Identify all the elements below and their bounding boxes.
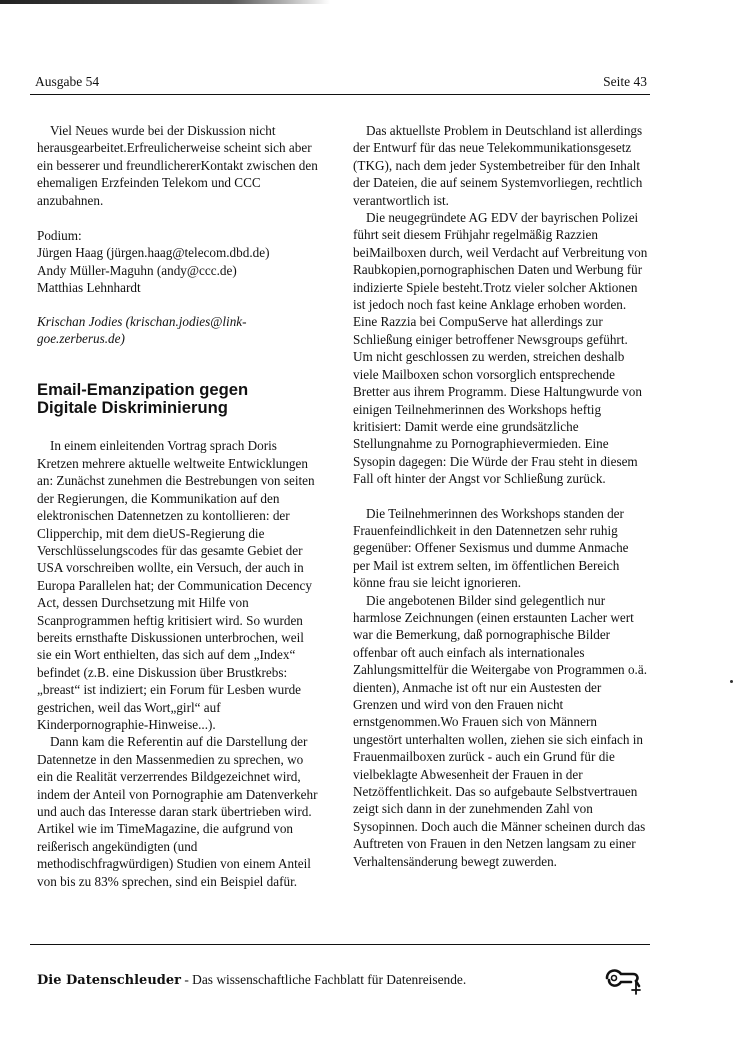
paragraph-gap (353, 488, 648, 505)
intro-paragraph: Viel Neues wurde bei der Diskussion nicht herausgearbeitet.Erfreulicherweise scheint sich aber ein besserer und freundlichererKontakt zwischen den ehemaligen Erzfeinden Telekom und CCC anzubahnen. (37, 123, 318, 208)
body-paragraph: Die neugegründete AG EDV der bayrischen Polizei führt seit diesem Frühjahr regelmäßig Razzien beiMailboxen durch, weil Verdacht auf Verbreitung von Raubkopien,pornographischen Daten und Werbung für indizierte Spiele besteht.Trotz vieler solcher Aktionen ist jedoch noch fast keine Anklage erhoben worden. Eine Razzia bei CompuServe hat allerdings zur Schließung einiger betroffener Newsgroups geführt. Um nicht geschlossen zu werden, streichen deshalb viele Mailboxen schon vorsorglich entsprechende Bretter aus ihrem Programm. Diese Haltungwurde von einigen Teilnehmerinnen des Workshops heftig kritisiert: Damit werde eine grundsätzliche Stellungnahme zu Pornographievermieden. Eine Sysopin dagegen: Die Würde der Frau steht in diesem Fall oft hinter der Angst vor Schließung zurück. (353, 210, 648, 487)
header-rule (30, 94, 650, 95)
page-footer (37, 972, 597, 988)
footer-rule (30, 944, 650, 945)
right-column (353, 122, 648, 870)
page-number: Seite 43 (603, 74, 647, 89)
podium-member: Andy Müller-Maguhn (andy@ccc.de) (37, 262, 237, 278)
body-paragraph: Das aktuellste Problem in Deutschland ist allerdings der Entwurf für das neue Telekommunikationsgesetz (TKG), nach dem jeder Systembetreiber für den Inhalt der Dateien, die auf seinem Systemvorliegen, rechtlich verantwortlich ist. (353, 123, 643, 208)
masthead-tagline: - Das wissenschaftliche Fachblatt für Datenreisende. (181, 972, 467, 987)
scan-edge (0, 0, 330, 4)
podium-member: Jürgen Haag (jürgen.haag@telecom.dbd.de) (37, 245, 270, 261)
masthead-title: Die Datenschleuder (37, 973, 181, 988)
podium-label: Podium: (37, 228, 82, 244)
page-header (35, 74, 647, 92)
scan-speck (730, 680, 733, 683)
body-paragraph: Dann kam die Referentin auf die Darstellung der Datennetze in den Massenmedien zu sprechen, wo ein die Realität verzerrendes Bildgezeichnet wird, indem der Anteil von Pornographie am Datenverkehr und auch das Interesse daran stark übertrieben wird. Artikel wie im TimeMagazine, die aufgrund von reißerisch angekündigten (und methodischfragwürdigen) Studien von einem Anteil von bis zu 83% sprechen, sind ein Beispiel dafür. (37, 734, 318, 889)
left-column (37, 122, 319, 890)
podium-block (37, 227, 319, 297)
body-paragraph: Die angebotenen Bilder sind gelegentlich nur harmlose Zeichnungen (einen erstaunten Lacher wert war die Bemerkung, daß pornographische Bilder offenbar oft auch einfach als internationales Zahlungsmittelfür die Weitergabe von Programmen o.ä. dienten), Anmache ist oft nur ein Austesten der Grenzen und wird von den Frauen nicht ernstgenommen.Wo Frauen sich von Männern ungestört unterhalten wollen, ziehen sie sich einfach in Frauenmailboxen zurück - auch ein Grund für die vielbeklagte Abwesenheit der Frauen in der Netzöffentlichkeit. Das so aufgebaute Selbstvertrauen zeigt sich dann in der zunehmenden Zahl von Sysopinnen. Doch auch die Männer scheinen durch das Auftreten von Frauen in den Netzen langsam zu einer Verhaltensänderung bewegt zuwerden. (353, 592, 647, 869)
body-paragraph: In einem einleitenden Vortrag sprach Doris Kretzen mehrere aktuelle weltweite Entwicklungen an: Zunächst zunehmen die Bestrebungen von seiten der Regierungen, die Kommunikation auf den elektronischen Datennetzen zu kontollieren: der Clipperchip, mit dem dieUS-Regierung die Verschlüsselungscodes für das gesamte Gebiet der USA vorschreiben wollte, ein Versuch, der auch in Europa Parallelen hat; der Communication Decency Act, dessen Durchsetzung mit Hilfe von Scanprogrammen heftig kritisiert wird. So wurden bereits ernsthafte Diskussionen unterbrochen, weil sie ein Wort enthielten, das sich auf dem „Index“ befindet (z.B. eine Diskussion über Brustkrebs: „breast“ ist indiziert; ein Forum für Lesben wurde gestrichen, weil das Wort„girl“ auf Kinderpornographie-Hinweise...). (37, 438, 315, 732)
issue-number: Ausgabe 54 (35, 74, 100, 89)
article-heading (37, 381, 319, 417)
chaos-knot-logo-icon (603, 964, 643, 998)
author-credit: Krischan Jodies (krischan.jodies@link-goe.zerberus.de) (37, 313, 247, 347)
podium-member: Matthias Lehnhardt (37, 280, 141, 296)
heading-line: Digitale Diskriminierung (37, 398, 228, 418)
body-paragraph: Die Teilnehmerinnen des Workshops standen der Frauenfeindlichkeit in den Datennetzen sehr ruhig gegenüber: Offener Sexismus und dumme Anmache per Mail ist extrem selten, im öffentlichen Bereich könne frau sie leicht ignorieren. (353, 505, 629, 591)
heading-line: Email-Emanzipation gegen (37, 380, 249, 400)
